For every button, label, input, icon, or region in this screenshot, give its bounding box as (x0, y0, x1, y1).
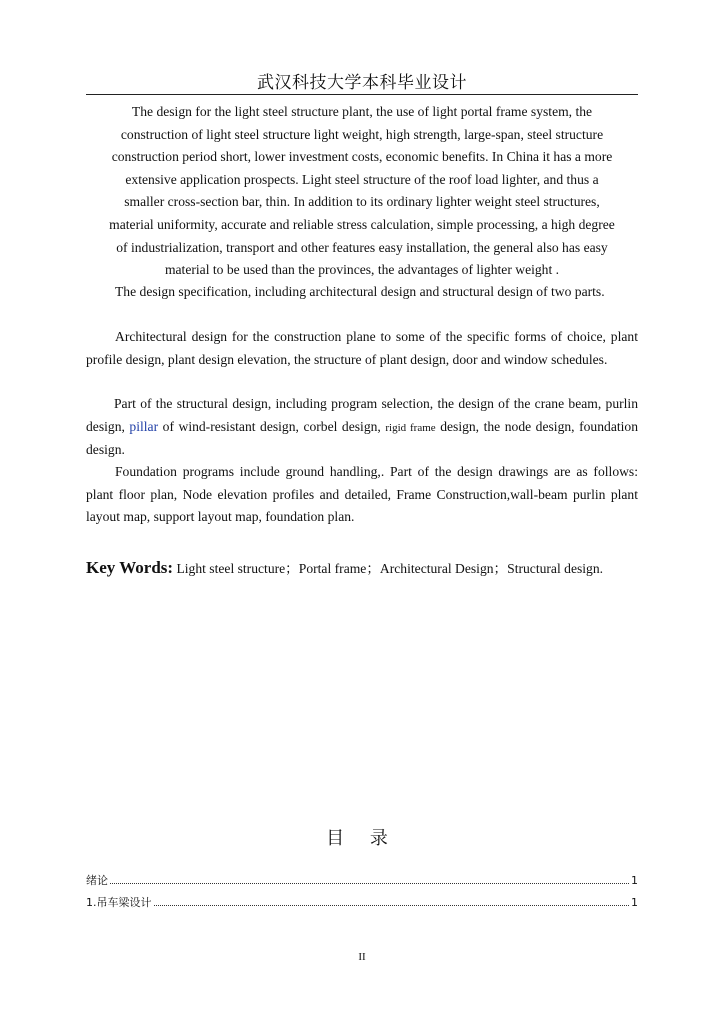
toc-title: 目 录 (326, 828, 398, 849)
toc-entry[interactable] (86, 874, 638, 888)
abstract-line: smaller cross-section bar, thin. In addition to its ordinary lighter weight steel structures, (124, 194, 600, 210)
structural-text-end: design, the node design, foundation design. (86, 418, 638, 458)
structural-text-middle: of wind-resistant design, corbel design, (158, 418, 386, 434)
abstract-paragraph-foundation: Foundation programs include ground handling,. Part of the design drawings are as follows: plant floor plan, Node elevation profiles and detailed, Frame Construction,wall-beam purlin plant layout map, support layout map, foundation plan. (86, 464, 638, 525)
abstract-line: extensive application prospects. Light steel structure of the roof load lighter, and thus a (125, 171, 599, 187)
toc-entry-label: 1.吊车梁设计 (86, 896, 152, 909)
abstract-paragraph-design-specification: The design specification, including architectural design and structural design of two parts. (115, 284, 605, 299)
abstract-centered-block (86, 101, 638, 282)
abstract-paragraph-architectural-design: Architectural design for the construction plane to some of the specific forms of choice, plant profile design, plant design elevation, the structure of plant design, door and window schedules. (86, 329, 638, 367)
keywords-text: Light steel structure；Portal frame；Architectural Design；Structural design. (173, 561, 604, 576)
toc-leader-dots (154, 905, 630, 906)
abstract-line: material uniformity, accurate and reliable stress calculation, simple processing, a high degree (109, 216, 615, 232)
rigid-frame-term: rigid frame (385, 421, 436, 434)
toc-leader-dots (110, 883, 629, 884)
abstract-line: of industrialization, transport and other features easy installation, the general also has easy (116, 239, 608, 255)
page-number: II (358, 951, 366, 963)
toc-entry-page: 1 (631, 896, 638, 909)
toc-entry-label: 绪论 (86, 874, 108, 887)
keywords-label: Key Words: (86, 558, 174, 577)
structural-text-start: Part of the structural design, including program selection, the design of the crane beam, purlin design, (86, 396, 638, 434)
page-header-title: 武汉科技大学本科毕业设计 (86, 72, 638, 95)
abstract-paragraph-structural-design (86, 393, 638, 462)
abstract-line: The design for the light steel structure plant, the use of light portal frame system, the (131, 104, 593, 119)
abstract-line: construction of light steel structure light weight, high strength, large-span, steel structure (120, 126, 604, 142)
abstract-line: construction period short, lower investment costs, economic benefits. In China it has a more (111, 149, 613, 165)
toc-entry[interactable] (86, 896, 638, 910)
pillar-highlight: pillar (129, 418, 159, 434)
abstract-line: material to be used than the provinces, the advantages of lighter weight . (164, 262, 560, 278)
keywords-line (86, 556, 646, 581)
toc-entry-page: 1 (631, 874, 638, 887)
